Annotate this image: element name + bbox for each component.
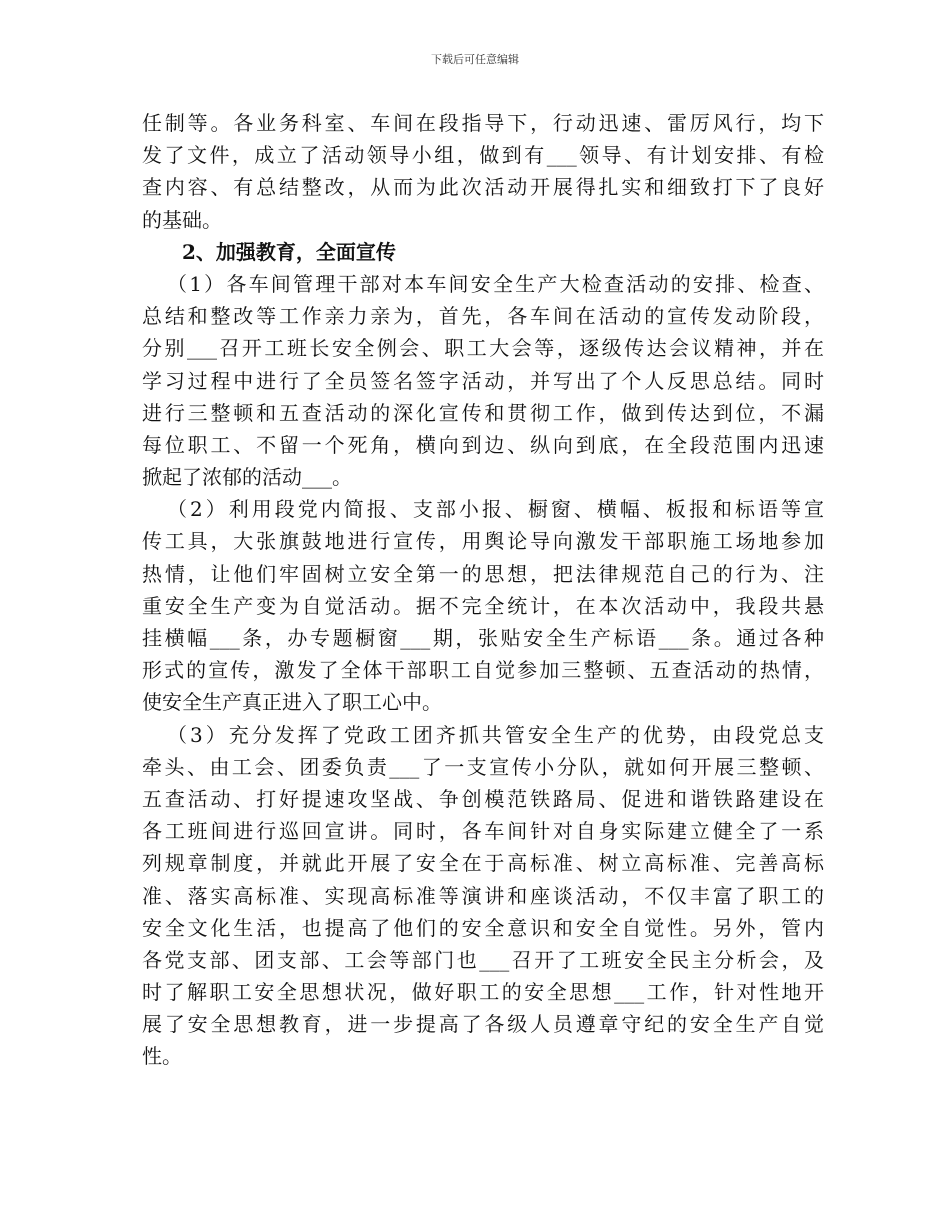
paragraph-line: 五查活动、打好提速攻坚战、争创模范铁路局、促进和谐铁路建设在 xyxy=(142,786,824,811)
document-body xyxy=(142,107,824,1073)
paragraph-line: （2）利用段党内简报、支部小报、橱窗、横幅、板报和标语等宣 xyxy=(167,497,824,522)
paragraph-line: 各工班间进行巡回宣讲。同时，各车间针对自身实际建立健全了一系 xyxy=(142,819,824,844)
paragraph-line: 展了安全思想教育，进一步提高了各级人员遵章守纪的安全生产自觉 xyxy=(142,1012,824,1037)
paragraph-line: 查内容、有总结整改，从而为此次活动开展得扎实和细致打下了良好 xyxy=(142,175,824,200)
page-header: 下载后可任意编辑 xyxy=(431,53,519,66)
paragraph-line: 进行三整顿和五查活动的深化宣传和贯彻工作，做到传达到位，不漏 xyxy=(142,400,824,425)
paragraph-line: 各党支部、团支部、工会等部门也___召开了工班安全民主分析会，及 xyxy=(142,947,824,972)
paragraph-line: 牵头、由工会、团委负责___了一支宣传小分队，就如何开展三整顿、 xyxy=(142,754,824,779)
paragraph-line: 掀起了浓郁的活动___。 xyxy=(142,465,352,490)
paragraph-line: 安全文化生活，也提高了他们的安全意识和安全自觉性。另外，管内 xyxy=(142,915,824,940)
paragraph-line: 传工具，大张旗鼓地进行宣传，用舆论导向激发干部职施工场地参加 xyxy=(142,529,824,554)
paragraph-line: 性。 xyxy=(142,1044,182,1069)
section-heading: 2、加强教育，全面宣传 xyxy=(182,239,396,264)
paragraph-line: 总结和整改等工作亲力亲为，首先，各车间在活动的宣传发动阶段， xyxy=(142,304,824,329)
paragraph-line: 分别___召开工班长安全例会、职工大会等，逐级传达会议精神，并在 xyxy=(142,336,824,361)
paragraph-line: （1）各车间管理干部对本车间安全生产大检查活动的安排、检查、 xyxy=(167,271,824,296)
paragraph-line: 列规章制度，并就此开展了安全在于高标准、树立高标准、完善高标 xyxy=(142,851,824,876)
paragraph-line: 的基础。 xyxy=(142,207,222,232)
paragraph-line: 挂横幅___条，办专题橱窗___期，张贴安全生产标语___条。通过各种 xyxy=(142,626,824,650)
paragraph-line: （3）充分发挥了党政工团齐抓共管安全生产的优势，由段党总支 xyxy=(167,722,824,747)
paragraph-line: 形式的宣传，激发了全体干部职工自觉参加三整顿、五查活动的热情， xyxy=(142,658,824,683)
paragraph-line: 使安全生产真正进入了职工心中。 xyxy=(142,690,442,715)
paragraph-line: 每位职工、不留一个死角，横向到边、纵向到底，在全段范围内迅速 xyxy=(142,432,824,457)
paragraph-line: 重安全生产变为自觉活动。据不完全统计，在本次活动中，我段共悬 xyxy=(142,593,824,618)
paragraph-line: 准、落实高标准、实现高标准等演讲和座谈活动，不仅丰富了职工的 xyxy=(142,883,824,908)
paragraph-line: 学习过程中进行了全员签名签字活动，并写出了个人反思总结。同时 xyxy=(142,368,824,393)
paragraph-line: 任制等。各业务科室、车间在段指导下，行动迅速、雷厉风行，均下 xyxy=(142,111,824,135)
paragraph-line: 热情，让他们牢固树立安全第一的思想，把法律规范自己的行为、注 xyxy=(142,561,824,586)
paragraph-line: 发了文件，成立了活动领导小组，做到有___领导、有计划安排、有检 xyxy=(142,143,824,168)
paragraph-line: 时了解职工安全思想状况，做好职工的安全思想___工作，针对性地开 xyxy=(142,980,824,1005)
